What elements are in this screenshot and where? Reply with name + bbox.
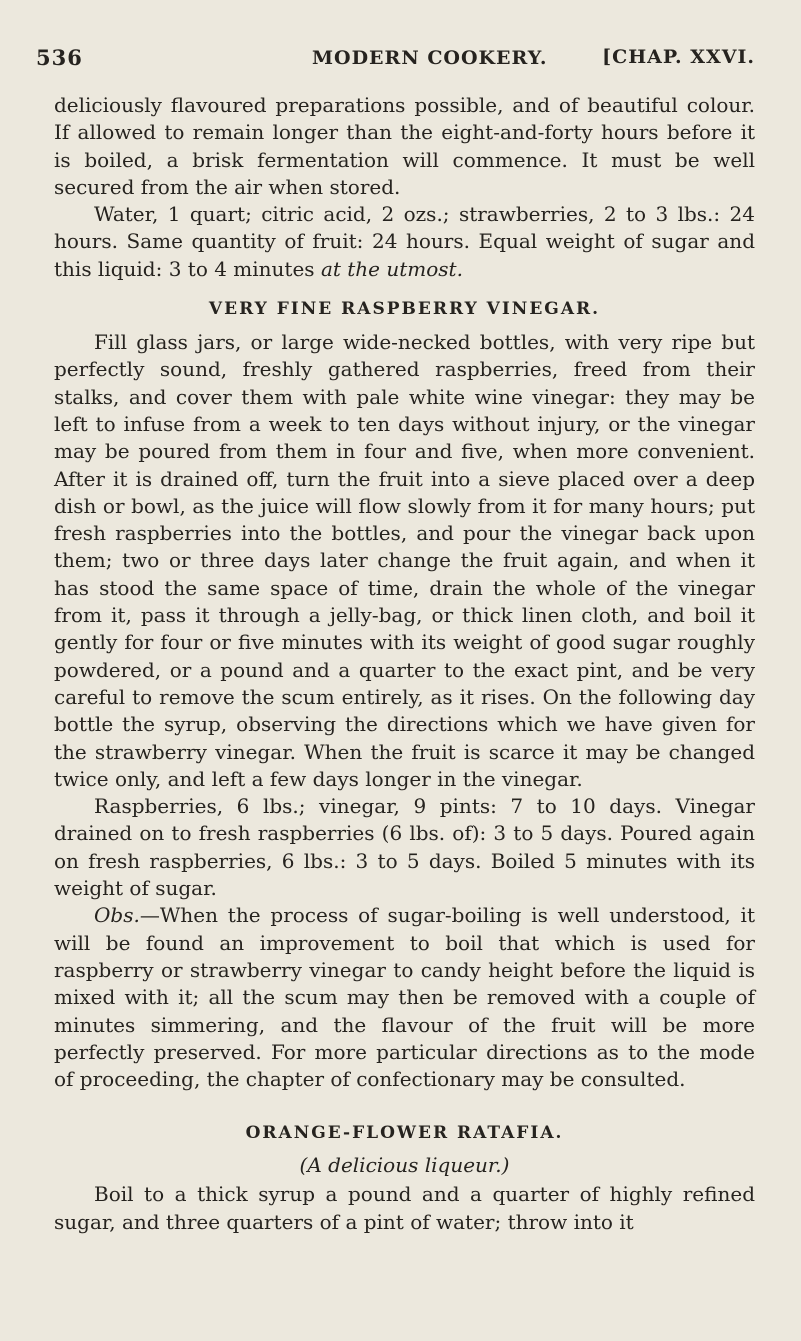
ratafia-subheading: (A delicious liqueur.) <box>299 1153 510 1178</box>
strawberry-vinegar-summary <box>54 201 755 283</box>
strawberry-vinegar-continuation: deliciously flavoured preparations possible, and of beautiful colour. If allowed to remain longer than the eight-and-forty hours before it is boiled, a brisk fermentation will commence. It must be well secured from the air when stored. <box>54 93 755 199</box>
raspberry-vinegar-heading: VERY FINE RASPBERRY VINEGAR. <box>208 299 601 320</box>
page-header <box>36 42 755 92</box>
raspberry-vinegar-summary: Raspberries, 6 lbs.; vinegar, 9 pints: 7 to 10 days. Vinegar drained on to fresh raspberries (6 lbs. of): 3 to 5 days. Poured again on fresh raspberries, 6 lbs.: 3 to 5 days. Boiled 5 minutes with its weight of sugar. <box>54 794 755 901</box>
page-number: 536 <box>36 45 83 70</box>
raspberry-vinegar-observation <box>54 902 755 1093</box>
running-title: MODERN COOKERY. <box>312 47 548 69</box>
obs-label: Obs. <box>94 903 140 928</box>
summary-italic: at the utmost. <box>320 256 463 281</box>
chapter-label: [CHAP. XXVI. <box>602 46 755 68</box>
orange-flower-ratafia-heading: ORANGE-FLOWER RATAFIA. <box>245 1123 564 1144</box>
ratafia-body: Boil to a thick syrup a pound and a quarter of highly refined sugar, and three quarters of a pint of water; throw into it <box>54 1182 755 1234</box>
raspberry-vinegar-body: Fill glass jars, or large wide-necked bottles, with very ripe but perfectly sound, freshly gathered raspberries, freed from their stalks, and cover them with pale white wine vinegar: they may be left to infuse from a week to ten days without injury, or the vinegar may be poured from them in four and five, when more convenient. After it is drained off, turn the fruit into a sieve placed over a deep dish or bowl, as the juice will flow slowly from it for many hours; put fresh raspberries into the bottles, and pour the vinegar back upon them; two or three days later change the fruit again, and when it has stood the same space of time, drain the whole of the vinegar from it, pass it through a jelly-bag, or thick linen cloth, and boil it gently for four or five minutes with its weight of good sugar roughly powdered, or a pound and a quarter to the exact pint, and be very careful to remove the scum entirely, as it rises. On the following day bottle the syrup, observing the directions which we have given for the strawberry vinegar. When the fruit is scarce it may be changed twice only, and left a few days longer in the vinegar. <box>54 330 755 791</box>
summary-text: Water, 1 quart; citric acid, 2 ozs.; strawberries, 2 to 3 lbs.: 24 hours. Same quantity of fruit: 24 hours. Equal weight of sugar and this liquid: 3 to 4 minutes <box>54 202 755 281</box>
obs-text: —When the process of sugar-boiling is well understood, it will be found an improvement to boil that which is used for raspberry or strawberry vinegar to candy height before the liquid is mixed with it; all the scum may then be removed with a couple of minutes simmering, and the flavour of the fruit will be more perfectly preserved. For more particular directions as to the mode of proceeding, the chapter of confectionary may be consulted. <box>54 903 755 1092</box>
